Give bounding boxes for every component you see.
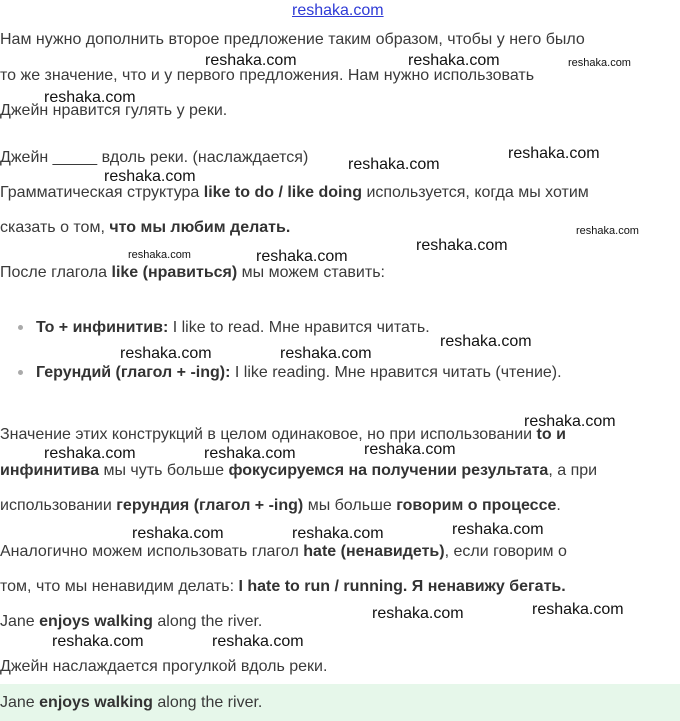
text: сказать о том, xyxy=(0,219,110,236)
watermark: reshaka.com xyxy=(52,633,144,650)
bold-text: что мы любим делать. xyxy=(109,219,291,236)
paragraph-line xyxy=(0,496,561,516)
text: мы чуть больше xyxy=(99,462,229,479)
bold-text: инфинитива xyxy=(0,462,100,479)
watermark: reshaka.com xyxy=(205,52,297,69)
bold-text: I hate to run / running. Я ненавижу бегать. xyxy=(238,578,566,595)
watermark: reshaka.com xyxy=(204,445,296,462)
watermark: reshaka.com xyxy=(372,605,464,622)
paragraph-line xyxy=(0,263,385,283)
watermark: reshaka.com xyxy=(524,413,616,430)
text: Грамматическая структура xyxy=(0,184,204,201)
bold-text: герундия (глагол + -ing) xyxy=(116,497,304,514)
paragraph-line: Джейн нравится гулять у реки. xyxy=(0,102,228,119)
exercise-sentence: Джейн _____ вдоль реки. (наслаждается) xyxy=(0,149,309,166)
watermark: reshaka.com xyxy=(256,248,348,265)
watermark: reshaka.com xyxy=(120,345,212,362)
bold-text: фокусируемся на получении результата xyxy=(228,462,549,479)
text: используется, когда мы хотим xyxy=(362,184,589,201)
text: мы больше xyxy=(303,497,397,514)
text: использовании xyxy=(0,497,117,514)
text: I like reading. Мне нравится читать (чтение). xyxy=(230,364,562,381)
watermark: reshaka.com xyxy=(280,345,372,362)
text: I like to read. Мне нравится читать. xyxy=(168,319,430,336)
watermark: reshaka.com xyxy=(132,525,224,542)
watermark: reshaka.com xyxy=(212,633,304,650)
watermark: reshaka.com xyxy=(440,333,532,350)
watermark: reshaka.com xyxy=(408,52,500,69)
text: мы можем ставить: xyxy=(237,264,385,281)
text: along the river. xyxy=(152,613,263,630)
paragraph-line: Нам нужно дополнить второе предложение таким образом, чтобы у него было xyxy=(0,31,585,48)
text: Значение этих конструкций в целом одинаковое, но при использовании xyxy=(0,426,537,443)
watermark: reshaka.com xyxy=(44,89,136,106)
bold-text: enjoys walking xyxy=(39,694,153,711)
watermark: reshaka.com xyxy=(348,156,440,173)
list-item xyxy=(36,318,430,338)
text: Jane xyxy=(0,613,40,630)
english-sentence xyxy=(0,612,262,632)
paragraph-line xyxy=(0,425,566,445)
watermark: reshaka.com xyxy=(292,525,384,542)
text: along the river. xyxy=(152,694,263,711)
bold-text: like (нравиться) xyxy=(111,264,238,281)
list-item xyxy=(36,363,562,383)
text: Jane xyxy=(0,694,40,711)
watermark: reshaka.com xyxy=(452,521,544,538)
text: . xyxy=(556,497,561,514)
watermark: reshaka.com xyxy=(44,445,136,462)
watermark: reshaka.com xyxy=(104,168,196,185)
bullet-icon xyxy=(18,370,23,375)
watermark: reshaka.com xyxy=(532,601,624,618)
paragraph-line xyxy=(0,218,290,238)
watermark: reshaka.com xyxy=(568,57,631,69)
site-header-link[interactable]: reshaka.com xyxy=(292,2,384,19)
bold-text: like to do / like doing xyxy=(203,184,362,201)
paragraph-line xyxy=(0,461,597,481)
bold-text: To + инфинитив: xyxy=(36,319,169,336)
bullet-icon xyxy=(18,325,23,330)
paragraph-line xyxy=(0,542,567,562)
text: После глагола xyxy=(0,264,112,281)
answer-box xyxy=(0,684,680,721)
text: том, что мы ненавидим делать: xyxy=(0,578,239,595)
watermark: reshaka.com xyxy=(416,237,508,254)
watermark: reshaka.com xyxy=(364,441,456,458)
text: , а при xyxy=(548,462,598,479)
translation-sentence: Джейн наслаждается прогулкой вдоль реки. xyxy=(0,658,328,675)
bold-text: to и xyxy=(536,426,566,443)
bold-text: hate (ненавидеть) xyxy=(303,543,445,560)
paragraph-line xyxy=(0,183,589,203)
text: Аналогично можем использовать глагол xyxy=(0,543,304,560)
watermark: reshaka.com xyxy=(128,249,191,261)
bold-text: enjoys walking xyxy=(39,613,153,630)
watermark: reshaka.com xyxy=(508,145,600,162)
bold-text: говорим о процессе xyxy=(396,497,557,514)
bold-text: Герундий (глагол + -ing): xyxy=(36,364,231,381)
paragraph-line: то же значение, что и у первого предложения. Нам нужно использовать xyxy=(0,67,535,84)
watermark: reshaka.com xyxy=(576,225,639,237)
paragraph-line xyxy=(0,577,566,597)
text: , если говорим о xyxy=(444,543,567,560)
answer-text xyxy=(0,693,262,713)
